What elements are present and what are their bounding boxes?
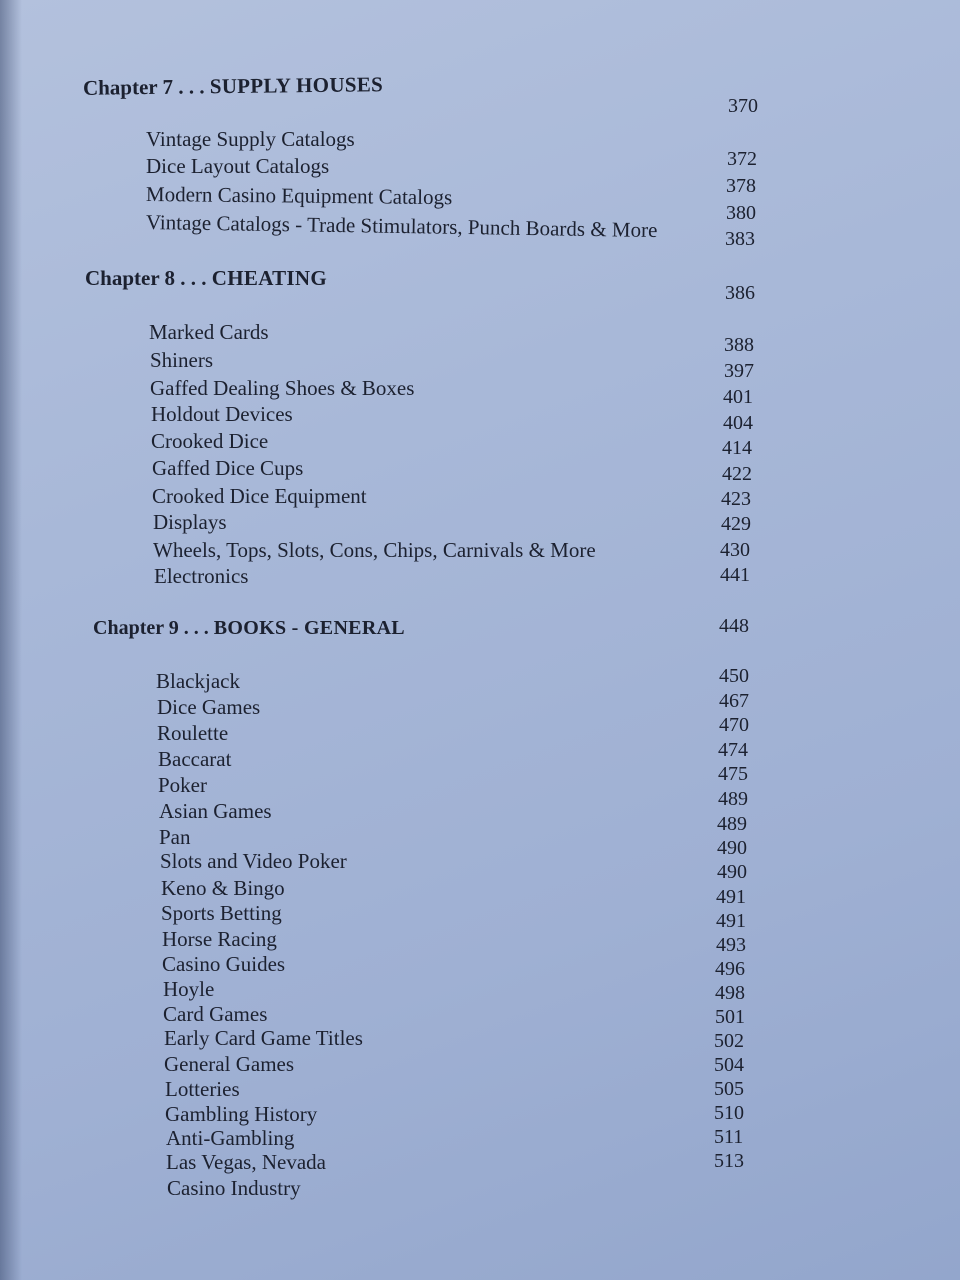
toc-page-number: 378 [726, 175, 756, 197]
toc-entry: Vintage Catalogs - Trade Stimulators, Punch Boards & More [145, 210, 658, 243]
toc-entry: Dice Games [157, 695, 261, 719]
toc-page-number: 510 [714, 1102, 744, 1124]
toc-entry: Hoyle [163, 977, 215, 1001]
toc-entry: Shiners [150, 348, 213, 372]
toc-page-number: 380 [726, 202, 756, 224]
toc-page-number: 504 [714, 1054, 744, 1076]
chapter-page-number: 448 [719, 615, 749, 637]
chapter-page-number: 386 [725, 282, 755, 304]
toc-page-number: 430 [720, 539, 750, 561]
toc-entry: Poker [158, 773, 207, 797]
chapter-page-number: 370 [728, 95, 758, 117]
toc-entry: Crooked Dice [151, 429, 269, 453]
toc-entry: Modern Casino Equipment Catalogs [145, 182, 453, 210]
toc-entry: Dice Layout Catalogs [146, 154, 330, 178]
toc-entry: Pan [159, 825, 191, 849]
chapter-heading [93, 617, 405, 640]
toc-page-number: 491 [716, 886, 746, 908]
toc-entry: Marked Cards [149, 320, 269, 344]
toc-page-number: 502 [714, 1030, 744, 1052]
chapter-title: BOOKS - GENERAL [213, 617, 405, 639]
toc-page-number: 498 [715, 982, 745, 1004]
toc-page-number: 450 [719, 665, 749, 687]
toc-page-number: 429 [721, 513, 751, 535]
toc-page-number: 383 [725, 228, 755, 250]
toc-page-number: 397 [724, 360, 754, 382]
toc-page-number: 422 [722, 463, 752, 485]
toc-entry: Roulette [157, 721, 229, 745]
toc-entry: Slots and Video Poker [160, 849, 347, 873]
toc-page-number: 513 [714, 1150, 744, 1172]
toc-entry: Gambling History [165, 1102, 318, 1126]
toc-page-number: 474 [718, 739, 748, 761]
chapter-title: CHEATING [211, 266, 327, 290]
toc-entry: Las Vegas, Nevada [166, 1150, 326, 1174]
toc-page-number: 401 [723, 386, 753, 408]
toc-page-number: 404 [723, 412, 753, 434]
toc-entry: Gaffed Dice Cups [152, 456, 304, 480]
toc-entry: Wheels, Tops, Slots, Cons, Chips, Carnivals & More [153, 538, 596, 562]
toc-entry: Asian Games [159, 799, 272, 823]
toc-page-number: 414 [722, 437, 752, 459]
toc-page-number: 475 [718, 763, 748, 785]
toc-entry: Early Card Game Titles [164, 1026, 363, 1050]
chapter-label: Chapter 9 . . . [93, 617, 214, 639]
toc-page-number: 490 [717, 861, 747, 883]
toc-page-number: 372 [727, 148, 757, 170]
toc-entry: Casino Industry [167, 1176, 301, 1200]
toc-entry: General Games [164, 1052, 295, 1076]
toc-entry: Card Games [163, 1002, 268, 1026]
toc-page-number: 489 [718, 788, 748, 810]
toc-page-number: 470 [719, 714, 749, 736]
toc-entry: Lotteries [165, 1077, 240, 1101]
toc-entry: Vintage Supply Catalogs [146, 127, 355, 151]
toc-page-number: 511 [714, 1126, 744, 1148]
toc-page-number: 489 [717, 813, 747, 835]
toc-entry: Electronics [154, 564, 249, 588]
toc-page-number: 490 [717, 837, 747, 859]
toc-entry: Displays [153, 510, 227, 534]
chapter-title: SUPPLY HOUSES [209, 72, 384, 99]
toc-page-number: 467 [719, 690, 749, 712]
toc-page-number: 388 [724, 334, 754, 356]
toc-entry: Crooked Dice Equipment [152, 484, 367, 508]
toc-entry: Blackjack [156, 669, 240, 693]
chapter-label: Chapter 8 . . . [85, 266, 212, 290]
toc-entry: Baccarat [158, 747, 232, 771]
toc-entry: Keno & Bingo [161, 876, 285, 900]
toc-page-number: 496 [715, 958, 745, 980]
toc-page-number: 491 [716, 910, 746, 932]
chapter-label: Chapter 7 . . . [82, 74, 210, 100]
chapter-heading [85, 266, 327, 291]
toc-entry: Horse Racing [162, 927, 277, 951]
toc-page-number: 423 [721, 488, 751, 510]
toc-page-number: 501 [715, 1006, 745, 1028]
toc-page-number: 505 [714, 1078, 744, 1100]
toc-entry: Casino Guides [162, 952, 286, 976]
toc-page-number: 441 [720, 564, 750, 586]
toc-entry: Gaffed Dealing Shoes & Boxes [150, 376, 415, 400]
toc-entry: Holdout Devices [151, 402, 293, 426]
page-edge-shadow [0, 0, 22, 1280]
toc-page-number: 493 [716, 934, 746, 956]
toc-entry: Sports Betting [161, 901, 282, 925]
chapter-heading [83, 72, 383, 101]
toc-entry: Anti-Gambling [166, 1126, 295, 1150]
